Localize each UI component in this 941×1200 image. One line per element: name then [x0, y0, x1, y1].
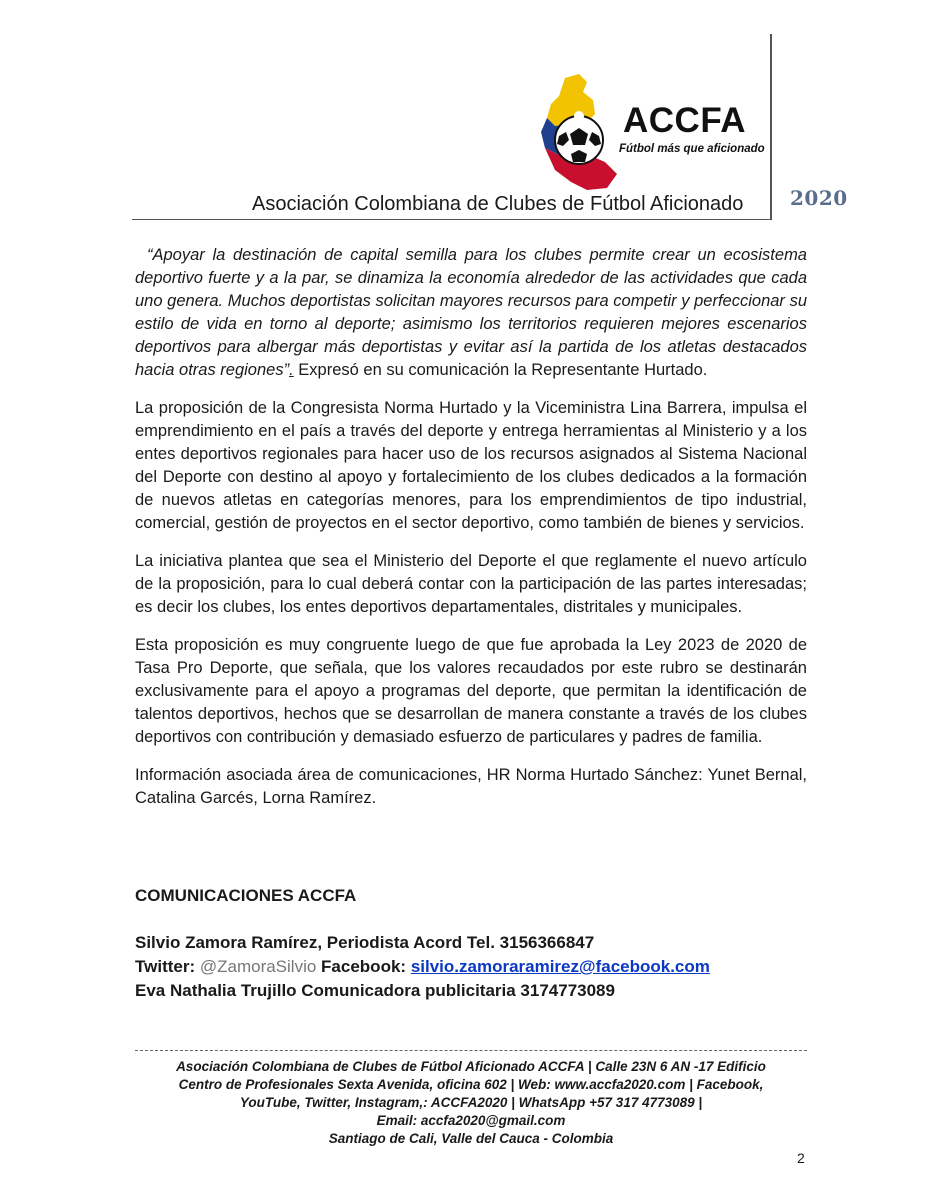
- quote-text: “Apoyar la destinación de capital semilla para los clubes permite crear un ecosistema deportivo fuerte y a la par, se dinamiza la economía alrededor de las actividades que cada uno genera. Muchos deportistas solicitan mayores recursos para competir y perfeccionar su estilo de vida en torno al deporte; asimismo los territorios requieren mejores escenarios deportivos para albergar más deportistas y evitar así la partida de los atletas destacados hacia otras regiones”: [135, 246, 807, 379]
- contact-heading: COMUNICACIONES ACCFA: [135, 886, 357, 905]
- accfa-logo: [535, 70, 765, 210]
- footer-line: Centro de Profesionales Sexta Avenida, oficina 602 | Web: www.accfa2020.com | Facebook,: [178, 1077, 764, 1092]
- paragraph: La iniciativa plantea que sea el Ministerio del Deporte el que reglamente el nuevo artículo de la proposición, para lo cual deberá contar con la participación de las partes interesadas; es decir los clubes, los entes deportivos departamentales, distritales y municipales.: [135, 552, 807, 616]
- logo-tagline: Fútbol más que aficionado: [619, 143, 765, 155]
- contact-block: [135, 886, 835, 1000]
- footer-line: Asociación Colombiana de Clubes de Fútbol Aficionado ACCFA | Calle 23N 6 AN -17 Edificio: [176, 1059, 766, 1074]
- paragraph: Esta proposición es muy congruente luego de que fue aprobada la Ley 2023 de 2020 de Tasa Pro Deporte, que señala, que los valores recaudados por este rubro se destinarán exclusivamente para el apoyo a programas del deporte, que permitan la identificación de talentos deportivos, hechos que se desarrollan de manera constante a través de los clubes deportivos con contribución y demasiado esfuerzo de particulares y padres de familia.: [135, 636, 807, 746]
- quote-attribution: Expresó en su comunicación la Representante Hurtado.: [298, 361, 708, 379]
- header-divider-horizontal: [132, 219, 772, 220]
- facebook-link[interactable]: silvio.zamoraramirez@facebook.com: [410, 957, 710, 976]
- paragraph: Información asociada área de comunicaciones, HR Norma Hurtado Sánchez: Yunet Bernal, Catalina Garcés, Lorna Ramírez.: [135, 766, 807, 807]
- footer: [120, 1058, 822, 1148]
- colombia-map-ball-icon: [535, 70, 635, 195]
- header-year: 2020: [790, 186, 848, 210]
- contact-line-eva: Eva Nathalia Trujillo Comunicadora publicitaria 3174773089: [135, 981, 615, 1000]
- footer-line: Email: accfa2020@gmail.com: [376, 1113, 566, 1128]
- contact-line-social: [135, 955, 710, 979]
- organization-title: Asociación Colombiana de Clubes de Fútbol Aficionado: [252, 193, 744, 215]
- footer-line: YouTube, Twitter, Instagram,: ACCFA2020 | WhatsApp +57 317 4773089 |: [239, 1095, 703, 1110]
- article-body: [135, 244, 807, 825]
- logo-wordmark: ACCFA: [623, 101, 747, 140]
- page-number: 2: [797, 1150, 805, 1166]
- footer-line: Santiago de Cali, Valle del Cauca - Colombia: [328, 1131, 614, 1146]
- twitter-handle[interactable]: @ZamoraSilvio: [199, 957, 317, 976]
- quote-paragraph: [135, 244, 807, 382]
- quote-end: .: [289, 361, 294, 379]
- header-divider-vertical: [770, 34, 772, 220]
- paragraph: La proposición de la Congresista Norma Hurtado y la Viceministra Lina Barrera, impulsa el emprendimiento en el país a través del deporte y entrega herramientas al Ministerio y a los entes deportivos regionales para hacer uso de los recursos asignados al Sistema Nacional del Deporte con destino al apoyo y fortalecimiento de los clubes dedicados a la formación de nuevos atletas en categorías menores, para los emprendimientos de tipo industrial, comercial, gestión de proyectos en el sector deportivo, como también de bienes y servicios.: [135, 399, 807, 532]
- twitter-label: Twitter:: [135, 957, 196, 976]
- contact-line-silvio: Silvio Zamora Ramírez, Periodista Acord Tel. 3156366847: [135, 933, 595, 952]
- contact-lines: [135, 931, 710, 1003]
- facebook-label: Facebook:: [321, 957, 407, 976]
- footer-divider: [135, 1050, 807, 1051]
